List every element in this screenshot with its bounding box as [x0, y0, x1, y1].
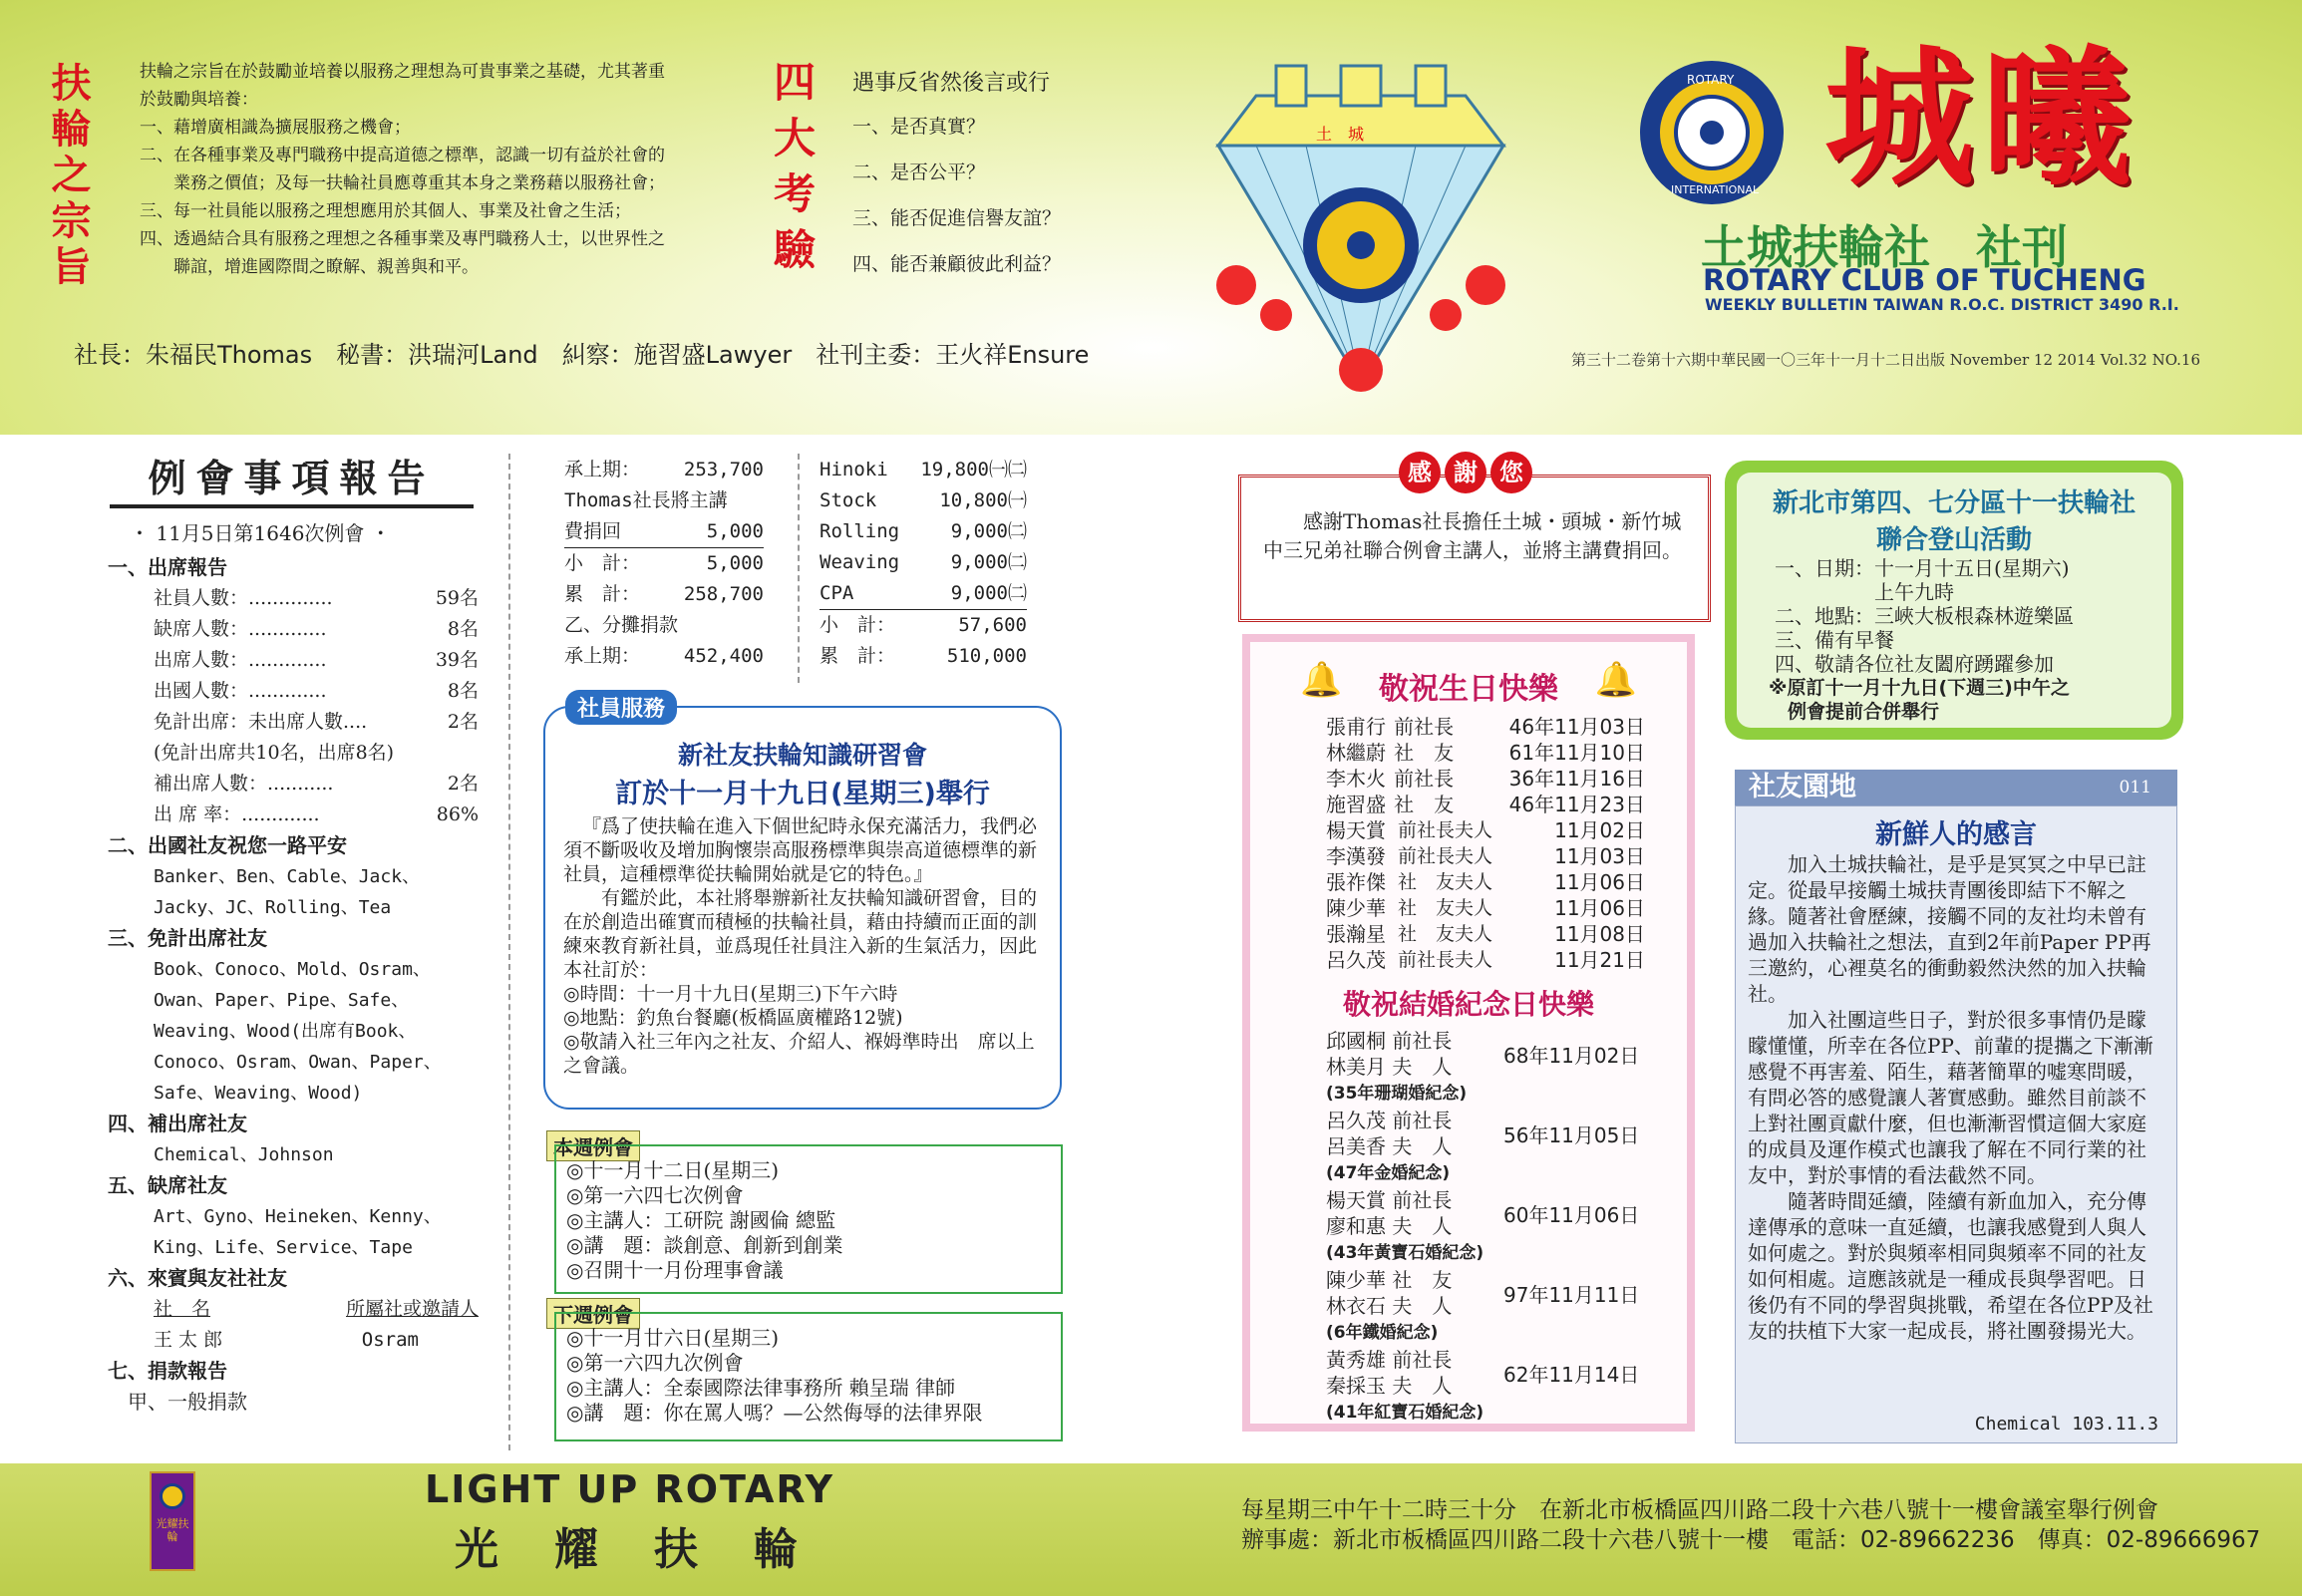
footer-meeting-info: 每星期三中午十二時三十分 在新北市板橋區四川路二段十六巷八號十一樓會議室舉行例會: [1241, 1497, 2158, 1523]
wedding-entry: [1326, 1266, 1665, 1320]
birthday-row: [1326, 792, 1645, 817]
member-names: Book、Conoco、Mold、Osram、: [154, 959, 431, 980]
service-title-1: 新社友扶輪知識研習會: [677, 741, 927, 770]
section-heading: 一、出席報告: [108, 555, 227, 579]
svg-text:ROTARY: ROTARY: [1687, 73, 1735, 87]
birthday-date: 11月03日: [1554, 844, 1645, 868]
attendance-label: (免計出席共10名，出席8名): [154, 742, 395, 764]
birthday-name: 李漢發: [1326, 844, 1386, 868]
birthday-name: 呂久茂: [1326, 948, 1386, 972]
wedding-spouse-2: 廖和惠 夫 人: [1326, 1214, 1453, 1238]
hike-note-2: 例會提前合併舉行: [1769, 701, 1940, 723]
attendance-label: 補出席人數：...........: [154, 773, 334, 795]
member-names: Art、Gyno、Heineken、Kenny、: [154, 1206, 442, 1227]
birthday-role: 前社長夫人: [1398, 949, 1493, 971]
thanks-char-badge: 謝: [1445, 452, 1486, 493]
this-week-item: ◎召開十一月份理事會議: [566, 1258, 784, 1282]
four-way-test-line: 二、是否公平？: [852, 161, 986, 183]
service-item: ◎地點：釣魚台餐廳(板橋區廣權路12號): [563, 1007, 903, 1029]
donation-amount: 9,000㈡: [950, 520, 1027, 542]
donation-amount: 9,000㈡: [950, 551, 1027, 573]
donation-amount: 10,800㈠: [939, 489, 1027, 511]
hike-items: [1725, 556, 2183, 676]
birthday-name: 李木火: [1326, 767, 1386, 791]
garden-signature: Chemical 103.11.3: [1974, 1414, 2158, 1435]
donation-row: [564, 641, 764, 672]
donation-label: Weaving: [820, 551, 900, 573]
svg-text:INTERNATIONAL: INTERNATIONAL: [1671, 183, 1760, 196]
donation-amount: 9,000㈡: [950, 582, 1027, 604]
hike-item: 三、備有早餐: [1775, 628, 1894, 652]
member-names: Owan、Paper、Pipe、Safe、: [154, 990, 410, 1011]
club-name-en: ROTARY CLUB OF TUCHENG: [1703, 263, 2146, 297]
wedding-spouse-1: 邱國桐 前社長: [1326, 1029, 1453, 1053]
wedding-spouse-2: 秦採玉 夫 人: [1326, 1374, 1453, 1398]
this-week-item: ◎主講人：工研院 謝國倫 總監: [566, 1208, 836, 1232]
donation-row: [564, 548, 764, 579]
garden-paragraph-2: 加入社團這些日子，對於很多事情仍是矇矇懂懂，所幸在各位PP、前輩的提攜之下漸漸感覺不再害羞、陌生，藉著簡單的嘘寒問暖，有問必答的感覺讓人著實感動。雖然目前談不上對社團貢獻什麼，但也漸漸習慣這個大家庭的成員及運作模式也讓我了解在不同行業的社友中，對於事情的看法截然不同。: [1748, 1008, 2153, 1187]
four-way-test-line: 一、是否真實？: [852, 116, 986, 138]
light-up-rotary-badge: 光耀扶輪: [150, 1471, 195, 1571]
donation-label: 累 計：: [564, 583, 641, 605]
this-week-item: ◎講 題：談創意、創新到創業: [566, 1233, 843, 1257]
this-week-box: [554, 1144, 1063, 1294]
wedding-spouse-2: 林美月 夫 人: [1326, 1055, 1453, 1079]
attendance-value: 2名: [447, 773, 479, 795]
attendance-value: 86%: [436, 803, 479, 825]
next-week-item: ◎十一月廿六日(星期三): [566, 1326, 780, 1350]
wedding-entry: [1326, 1346, 1665, 1400]
donation-row: [820, 485, 1027, 516]
wedding-entry: [1326, 1027, 1665, 1081]
donation-label: 承上期：: [564, 645, 641, 667]
birthday-date: 46年11月03日: [1508, 715, 1645, 739]
attendance-row: [108, 769, 479, 799]
birthday-role: 前社長: [1394, 715, 1455, 739]
donation-divider: [798, 454, 800, 683]
birthday-role: 社 友夫人: [1398, 897, 1493, 919]
hike-box: [1725, 461, 2183, 740]
thanks-char-badge: 您: [1490, 452, 1532, 493]
donation-label: Thomas社長將主講: [564, 489, 728, 511]
wedding-couple: [1326, 1267, 1503, 1319]
donation-label: 小 計：: [820, 614, 896, 636]
member-names: Conoco、Osram、Owan、Paper、: [154, 1052, 442, 1073]
service-item: ◎敬請入社三年內之社友、介紹人、褓姆準時出 席以上之會議。: [563, 1031, 1035, 1077]
donation-left: [564, 455, 764, 672]
donation-amount: 5,000: [706, 520, 764, 542]
guest-col-2: 所屬社或邀請人: [345, 1298, 479, 1320]
garden-paragraph-1: 加入土城扶輪社，是乎是冥冥之中早已註定。從最早接觸土城扶青團後即結下不解之緣。隨著社會歷練，接觸不同的友社均未曾有過加入扶輪社之想法，直到2年前Paper PP再三邀約，心裡莫名的衝動毅然決然的加入扶輪社。: [1748, 852, 2151, 1006]
wedding-date: 97年11月11日: [1503, 1282, 1640, 1307]
birthday-name: 楊天賞: [1326, 818, 1386, 842]
attendance-row: [108, 799, 479, 830]
mission-line: 聯誼，增進國際間之瞭解、親善與和平。: [140, 257, 479, 277]
birthday-row: [1326, 740, 1645, 766]
section-heading: 四、補出席社友: [108, 1112, 247, 1135]
mission-title: 扶輪之宗旨: [45, 62, 91, 291]
service-item: ◎時間：十一月十九日(星期三)下午六時: [563, 983, 898, 1005]
birthday-date: 11月08日: [1554, 922, 1645, 946]
birthday-row: [1326, 843, 1645, 869]
this-week-item: ◎第一六四七次例會: [566, 1183, 744, 1207]
four-way-test-line: 四、能否兼顧彼此利益？: [852, 253, 1062, 275]
wedding-entry: [1326, 1107, 1665, 1160]
guest-row: [108, 1325, 479, 1356]
attendance-value: 39名: [435, 649, 479, 671]
member-names: Jacky、JC、Rolling、Tea: [154, 897, 392, 918]
thanks-text: 感謝Thomas社長擔任土城・頭城・新竹城中三兄弟社聯合例會主講人，並將主講費捐回。: [1263, 509, 1682, 562]
hike-item: 二、地點：三峽大板根森林遊樂區: [1775, 604, 2074, 628]
wedding-date: 60年11月06日: [1503, 1202, 1640, 1227]
wedding-anniversary-note: (47年金婚紀念): [1326, 1163, 1451, 1183]
wedding-couple: [1326, 1108, 1503, 1159]
donation-amount: 258,700: [683, 583, 764, 605]
donation-label: Rolling: [820, 520, 900, 542]
four-way-test-line: 三、能否促進信譽友誼？: [852, 207, 1062, 229]
next-week-box: [554, 1312, 1063, 1441]
service-items: [545, 982, 1060, 1078]
birthday-name: 張甫行: [1326, 715, 1386, 739]
birthday-name: 施習盛: [1326, 793, 1386, 816]
four-way-test-list: [852, 64, 1112, 287]
service-paragraph-1: 『爲了使扶輪在進入下個世紀時永保充滿活力，我們必須不斷吸收及增加胸懷崇高服務標準與崇高道德標準的新社員，這種標準從扶輪開始就是它的特色。』: [563, 815, 1038, 885]
garden-body: [1735, 805, 2177, 1443]
donation-subtitle: 甲、一般捐款: [128, 1390, 247, 1414]
birthday-role: 社 友夫人: [1398, 923, 1493, 945]
mission-line: 一、藉增廣相識為擴展服務之機會；: [140, 118, 411, 138]
wedding-spouse-1: 陳少華 社 友: [1326, 1268, 1453, 1292]
wedding-couple: [1326, 1028, 1503, 1080]
attendance-row: [108, 738, 479, 769]
guest-header: [108, 1294, 479, 1325]
garden-subtitle: 新鮮人的感言: [1875, 819, 2037, 850]
attendance-row: [108, 707, 479, 738]
four-way-test-line: 遇事反省然後言或行: [852, 71, 1051, 96]
guest-inviter: Osram: [361, 1329, 419, 1351]
donation-label: 小 計：: [564, 552, 641, 574]
rotary-wheel-icon: [1637, 58, 1787, 207]
wedding-anniversary-note: (35年珊瑚婚紀念): [1326, 1084, 1468, 1104]
wedding-anniversary-note: (43年黃寶石婚紀念): [1326, 1243, 1484, 1263]
attendance-row: [108, 645, 479, 676]
hike-title-2: 聯合登山活動: [1875, 525, 2032, 555]
issue-line: 第三十二卷第十六期中華民國一〇三年十一月十二日出版 November 12 2014 Vol.32 NO.16: [1571, 351, 2201, 369]
section-heading: 五、缺席社友: [108, 1173, 227, 1197]
mission-line: 三、每一社員能以服務之理想應用於其個人、事業及社會之生活；: [140, 201, 631, 221]
wedding-date: 56年11月05日: [1503, 1122, 1640, 1147]
wedding-date: 68年11月02日: [1503, 1043, 1640, 1068]
footer-office-info: 辦事處：新北市板橋區四川路二段十六巷八號十一樓 電話：02-89662236 傳真：02-89666967: [1241, 1527, 2261, 1553]
tucheng-emblem-icon: [1206, 56, 1515, 395]
donation-label: 承上期：: [564, 459, 641, 480]
wedding-spouse-1: 呂久茂 前社長: [1326, 1109, 1453, 1132]
service-title-2: 訂於十一月十九日(星期三)舉行: [615, 779, 990, 809]
officers-line: 社長：朱福民Thomas 秘書：洪瑞河Land 糾察：施習盛Lawyer 社刊主委：王火祥Ensure: [74, 341, 1090, 369]
service-tag: 社員服務: [565, 690, 677, 725]
birthday-title: 敬祝生日快樂: [1379, 672, 1558, 707]
section-heading: 二、出國社友祝您一路平安: [108, 833, 347, 857]
donation-row: [564, 485, 764, 516]
garden-header: 社友園地 011: [1735, 770, 2177, 805]
donation-row: [820, 578, 1027, 610]
attendance-label: 缺席人數：.............: [154, 618, 327, 640]
donation-row: [564, 579, 764, 610]
wedding-couple: [1326, 1347, 1503, 1399]
donation-label: Hinoki: [820, 459, 888, 480]
club-name-cn: 土城扶輪社 社刊: [1701, 220, 2068, 274]
next-week-tag: 下週例會: [546, 1298, 640, 1329]
hike-item: 一、日期：十一月十五日(星期六): [1775, 556, 2070, 580]
donation-label: 累 計：: [820, 645, 896, 667]
donation-label: Stock: [820, 489, 877, 511]
section-heading: 三、免計出席社友: [108, 926, 267, 950]
donation-label: CPA: [820, 582, 854, 604]
donation-amount: 57,600: [958, 614, 1027, 636]
donation-row: [564, 610, 764, 641]
next-week-item: ◎主講人：全泰國際法律事務所 賴呈瑞 律師: [566, 1376, 956, 1400]
donation-label: 乙、分攤捐款: [564, 614, 679, 636]
wedding-entry: [1326, 1186, 1665, 1240]
attendance-label: 免計出席：未出席人數....: [154, 711, 368, 733]
birthday-row: [1326, 817, 1645, 843]
hike-item: 四、敬請各位社友闔府踴躍參加: [1775, 652, 2054, 676]
donation-amount: 19,800㈠㈡: [920, 459, 1027, 480]
next-week-item: ◎第一六四九次例會: [566, 1351, 744, 1375]
mission-text: [140, 58, 738, 281]
celebration-panel: [1242, 634, 1695, 1432]
birthday-row: [1326, 921, 1645, 947]
footer-theme-cn: 光 耀 扶 輪: [455, 1524, 804, 1575]
donation-row: [820, 610, 1027, 641]
weekly-bulletin-line: WEEKLY BULLETIN TAIWAN R.O.C. DISTRICT 3490 R.I.: [1705, 295, 2179, 314]
wedding-spouse-2: 林衣石 夫 人: [1326, 1294, 1453, 1318]
hike-title-1: 新北市第四、七分區十一扶輪社: [1772, 488, 2136, 518]
birthday-name: 張祚傑: [1326, 870, 1386, 894]
report-title-box: 例會事項報告: [110, 453, 474, 508]
member-names: Weaving、Wood(出席有Book、: [154, 1021, 417, 1042]
donation-row: [564, 455, 764, 485]
service-paragraph-2: 有鑑於此，本社將舉辦新社友扶輪知識研習會，目的在於創造出確實而積極的扶輪社員，藉由持續而正面的訓練來教育新社員，並爲現任社員注入新的生氣活力，因此本社訂於：: [563, 887, 1038, 981]
donation-row: [820, 547, 1027, 578]
section-heading: 七、捐款報告: [108, 1359, 227, 1383]
this-week-tag: 本週例會: [546, 1130, 640, 1161]
thanks-badges: [1399, 452, 1532, 493]
birthday-role: 前社長夫人: [1398, 819, 1493, 841]
member-names: Banker、Ben、Cable、Jack、: [154, 866, 421, 887]
donation-row: [820, 516, 1027, 547]
section-heading: 六、來賓與友社社友: [108, 1266, 287, 1290]
bell-icon: 🔔: [1300, 660, 1343, 700]
wedding-date: 62年11月14日: [1503, 1362, 1640, 1387]
service-box: [543, 697, 1062, 1110]
donation-amount: 5,000: [706, 552, 764, 574]
donation-row: [820, 641, 1027, 672]
wedding-anniversary-note: (41年紅寶石婚紀念): [1326, 1403, 1484, 1423]
attendance-label: 社員人數：..............: [154, 587, 333, 609]
donation-amount: 253,700: [683, 459, 764, 480]
next-week-item: ◎講 題：你在罵人嗎？—公然侮辱的法律界限: [566, 1401, 983, 1425]
bell-icon: 🔔: [1594, 660, 1637, 700]
masthead-title: 城曦: [1824, 33, 2140, 206]
birthday-date: 11月21日: [1554, 948, 1645, 972]
guest-col-1: 社 名: [154, 1298, 211, 1320]
birthday-row: [1326, 895, 1645, 921]
birthday-row: [1326, 869, 1645, 895]
birthday-name: 林繼蔚: [1326, 741, 1386, 765]
attendance-value: 8名: [447, 618, 479, 640]
birthday-row: [1326, 766, 1645, 792]
donation-amount: 452,400: [683, 645, 764, 667]
wedding-couple: [1326, 1187, 1503, 1239]
birthday-date: 61年11月10日: [1508, 741, 1645, 765]
member-names: Chemical、Johnson: [154, 1144, 334, 1165]
four-way-test-title: 四大考驗: [768, 60, 817, 283]
donation-row: [820, 455, 1027, 485]
birthday-date: 36年11月16日: [1508, 767, 1645, 791]
thanks-char-badge: 感: [1399, 452, 1441, 493]
birthday-row: [1326, 714, 1645, 740]
birthday-role: 社 友: [1394, 793, 1455, 816]
birthday-date: 11月06日: [1554, 896, 1645, 920]
attendance-row: [108, 583, 479, 614]
hike-item: 上午九時: [1775, 580, 1954, 604]
mission-line: 二、在各種事業及專門職務中提高道德之標準，認識一切有益於社會的: [140, 146, 665, 165]
birthday-date: 46年11月23日: [1508, 793, 1645, 816]
wedding-spouse-2: 呂美香 夫 人: [1326, 1134, 1453, 1158]
this-week-item: ◎十一月十二日(星期三): [566, 1158, 780, 1182]
wedding-spouse-1: 黃秀雄 前社長: [1326, 1348, 1453, 1372]
attendance-row: [108, 676, 479, 707]
report-body: [108, 552, 479, 1418]
meeting-number: ・ 11月5日第1646次例會 ・: [130, 521, 391, 545]
birthday-list: [1326, 714, 1645, 973]
donation-label: 費捐回: [564, 520, 622, 542]
birthday-role: 社 友: [1394, 741, 1455, 765]
birthday-role: 前社長夫人: [1398, 845, 1493, 867]
donation-row: [564, 516, 764, 548]
attendance-label: 出國人數：.............: [154, 680, 327, 702]
attendance-value: 59名: [435, 587, 479, 609]
column-divider: [508, 454, 510, 1450]
member-names: King、Life、Service、Tape: [154, 1237, 413, 1258]
member-names: Safe、Weaving、Wood): [154, 1083, 363, 1104]
attendance-row: [108, 614, 479, 645]
wedding-title: 敬祝結婚紀念日快樂: [1342, 988, 1594, 1021]
birthday-name: 張瀚星: [1326, 922, 1386, 946]
svg-text:土 城: 土 城: [1316, 125, 1365, 144]
donation-amount: 510,000: [946, 645, 1027, 667]
attendance-label: 出席人數：.............: [154, 649, 327, 671]
mission-line: 業務之價值；及每一扶輪社員應尊重其本身之業務藉以服務社會；: [140, 173, 665, 193]
attendance-value: 8名: [447, 680, 479, 702]
attendance-label: 出 席 率：.............: [154, 803, 320, 825]
wedding-anniversary-note: (6年鐵婚紀念): [1326, 1323, 1439, 1343]
guest-name: 王 太 郎: [154, 1329, 223, 1351]
birthday-date: 11月02日: [1554, 818, 1645, 842]
birthday-role: 前社長: [1394, 767, 1455, 791]
mission-line: 扶輪之宗旨在於鼓勵並培養以服務之理想為可貴事業之基礎，尤其著重: [140, 62, 665, 82]
mission-line: 於鼓勵與培養：: [140, 90, 258, 110]
thanks-box: [1238, 459, 1711, 622]
attendance-value: 2名: [447, 711, 479, 733]
footer-theme-en: LIGHT UP ROTARY: [425, 1467, 835, 1511]
birthday-role: 社 友夫人: [1398, 871, 1493, 893]
garden-paragraph-3: 隨著時間延續，陸續有新血加入，充分傳達傳承的意味一直延續，也讓我感覺到人與人如何處之。對於與頻率相同與頻率不同的社友如何相處。這應該就是一種成長與學習吧。日後仍有不同的學習與挑戰，希望在各位PP及社友的扶植下大家一起成長，將社團發揚光大。: [1748, 1189, 2153, 1343]
wedding-spouse-1: 楊天賞 前社長: [1326, 1188, 1453, 1212]
birthday-date: 11月06日: [1554, 870, 1645, 894]
birthday-name: 陳少華: [1326, 896, 1386, 920]
donation-right: [820, 455, 1027, 672]
hike-note-1: ※原訂十一月十九日(下週三)中午之: [1769, 677, 2070, 699]
birthday-row: [1326, 947, 1645, 973]
mission-line: 四、透過結合具有服務之理想之各種事業及專門職務人士，以世界性之: [140, 229, 665, 249]
wedding-list: [1326, 1027, 1665, 1426]
